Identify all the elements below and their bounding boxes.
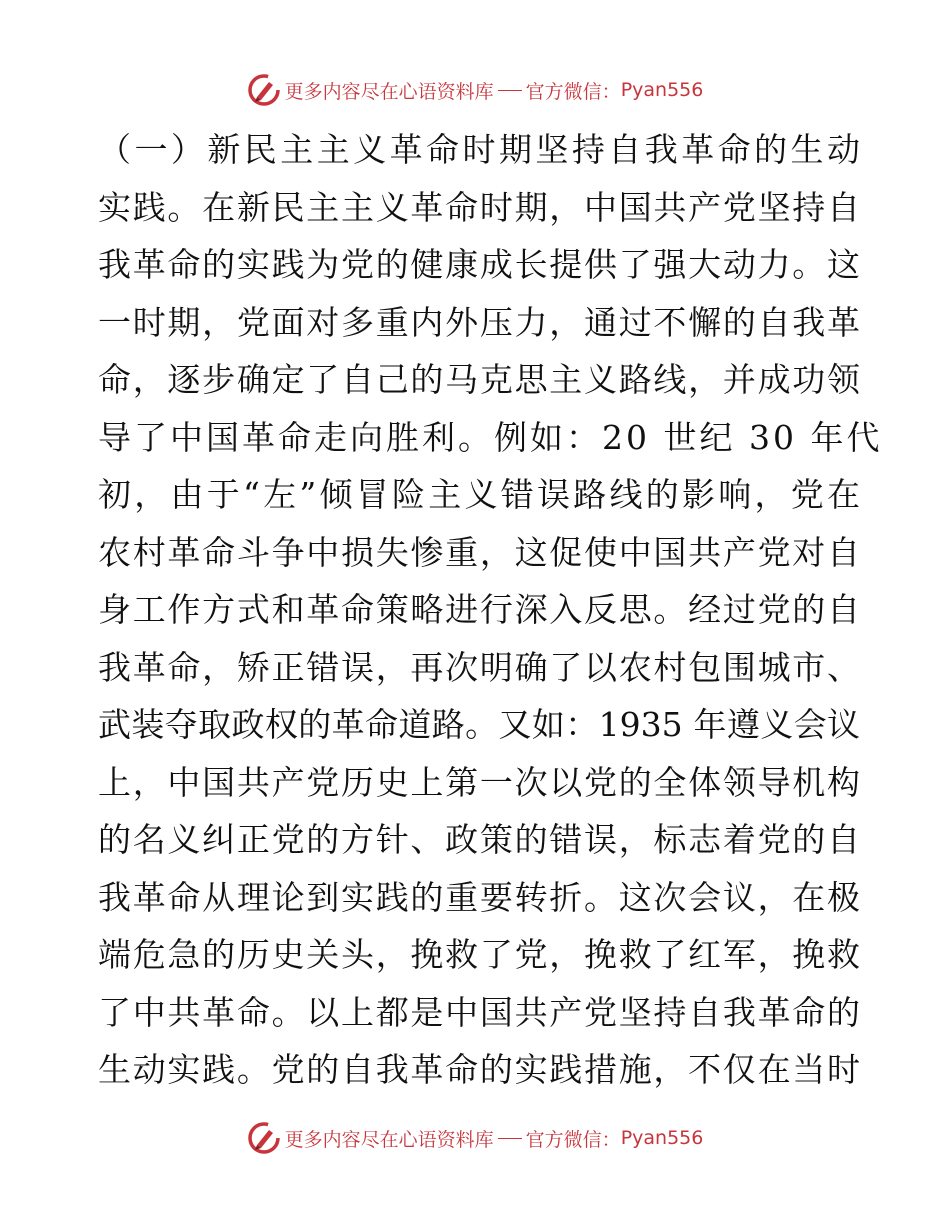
paragraph-line: 上，中国共产党历史上第一次以党的全体领导机构 xyxy=(98,762,860,802)
paragraph-line: 我革命，矫正错误，再次明确了以农村包围城市、 xyxy=(98,647,860,687)
paragraph-line: （一）新民主主义革命时期坚持自我革命的生动 xyxy=(98,130,860,169)
paragraph-line: 的名义纠正党的方针、政策的错误，标志着党的自 xyxy=(98,820,860,859)
paragraph-line: 初，由于“左”倾冒险主义错误路线的影响，党在 xyxy=(98,475,860,514)
paragraph-line: 武装夺取政权的革命道路。又如：1935 年遵义会议 xyxy=(98,705,860,744)
pen-circle-logo-icon xyxy=(247,73,281,107)
paragraph-line: 导了中国革命走向胜利。例如：20 世纪 30 年代 xyxy=(98,417,883,457)
body-paragraph xyxy=(98,121,883,1099)
paragraph-line: 命，逐步确定了自己的马克思主义路线，并成功领 xyxy=(98,360,860,399)
paragraph-line: 我革命的实践为党的健康成长提供了强大动力。这 xyxy=(98,245,860,284)
paragraph-line: 生动实践。党的自我革命的实践措施，不仅在当时 xyxy=(98,1050,860,1089)
pen-circle-logo-icon xyxy=(247,1121,281,1155)
header-site-text: 更多内容尽在心语资料库 xyxy=(284,80,494,103)
footer-contact-id: Pyan556 xyxy=(620,1127,704,1149)
paragraph-line: 一时期，党面对多重内外压力，通过不懈的自我革 xyxy=(98,302,860,342)
paragraph-line: 实践。在新民主主义革命时期，中国共产党坚持自 xyxy=(98,187,860,227)
header-watermark xyxy=(0,70,950,110)
header-contact-id: Pyan556 xyxy=(620,79,704,101)
paragraph-line: 了中共革命。以上都是中国共产党坚持自我革命的 xyxy=(98,992,860,1032)
paragraph-line: 身工作方式和革命策略进行深入反思。经过党的自 xyxy=(98,590,860,629)
footer-watermark xyxy=(0,1118,950,1158)
header-contact-label: 官方微信： xyxy=(525,80,621,103)
footer-site-text: 更多内容尽在心语资料库 xyxy=(284,1128,494,1151)
paragraph-line: 端危急的历史关头，挽救了党，挽救了红军，挽救 xyxy=(98,935,860,974)
header-separator xyxy=(498,90,522,91)
footer-separator xyxy=(498,1138,522,1139)
paragraph-line: 我革命从理论到实践的重要转折。这次会议，在极 xyxy=(98,877,860,917)
paragraph-line: 农村革命斗争中损失惨重，这促使中国共产党对自 xyxy=(98,532,860,572)
footer-contact-label: 官方微信： xyxy=(525,1128,621,1151)
